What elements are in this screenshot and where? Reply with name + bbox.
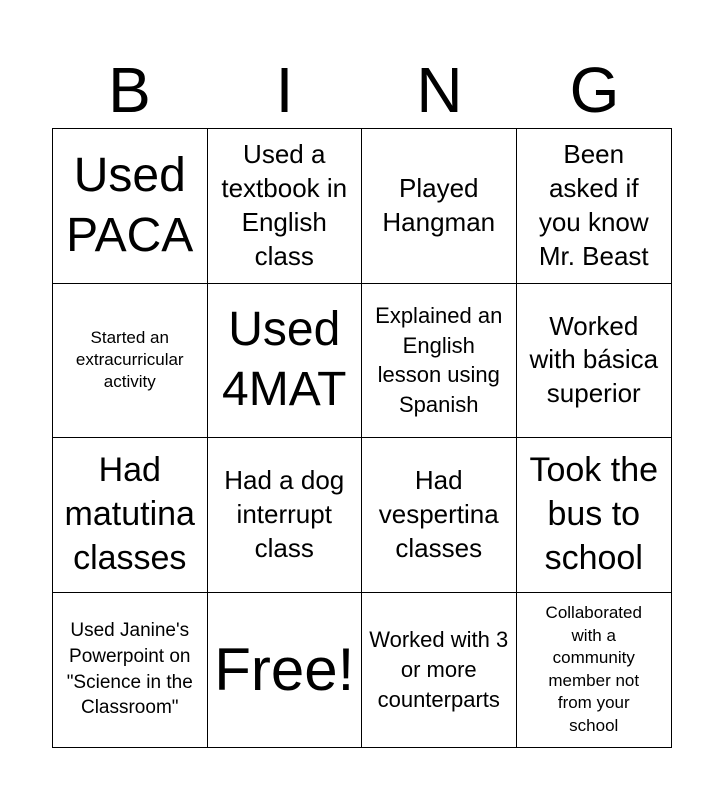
cell-text: Worked with 3 or more counterparts [369, 627, 509, 712]
bingo-cell[interactable] [53, 129, 208, 284]
bingo-cell[interactable] [208, 129, 363, 284]
bingo-cell[interactable] [53, 593, 208, 748]
cell-text: Played Hangman [382, 172, 496, 237]
bingo-cell[interactable] [208, 438, 363, 593]
header-letter-n: N [416, 54, 463, 126]
cell-text: Used Janine's Powerpoint on "Science in the Classroom" [66, 620, 193, 719]
cell-text: Used 4MAT [222, 303, 347, 417]
cell-text: Been asked if you know Mr. Beast [538, 139, 649, 271]
cell-text: Started an extracurricular activity [75, 327, 184, 392]
cell-text: Worked with básica superior [529, 310, 659, 409]
bingo-cell[interactable] [517, 129, 672, 284]
header-letter-g: G [569, 54, 620, 126]
bingo-cell[interactable] [208, 284, 363, 439]
cell-text: Had vespertina classes [378, 465, 499, 563]
bingo-cell[interactable] [362, 438, 517, 593]
cell-text: Took the bus to school [529, 451, 659, 577]
free-space-text: Free! [214, 635, 355, 703]
cell-text: Used a textbook in English class [221, 139, 348, 271]
bingo-cell[interactable] [362, 593, 517, 748]
free-space-cell[interactable] [208, 593, 363, 748]
cell-text: Collaborated with a community member not from your school [545, 603, 642, 735]
bingo-cell[interactable] [362, 284, 517, 439]
bingo-cell[interactable] [53, 438, 208, 593]
cell-text: Had a dog interrupt class [224, 465, 345, 563]
header-letter-i: I [275, 54, 294, 126]
bingo-cell[interactable] [517, 593, 672, 748]
bingo-cell[interactable] [362, 129, 517, 284]
cell-text: Used PACA [66, 148, 194, 262]
bingo-cell[interactable] [517, 438, 672, 593]
bingo-cell[interactable] [53, 284, 208, 439]
cell-text: Explained an English lesson using Spanish [375, 302, 503, 417]
bingo-cell[interactable] [517, 284, 672, 439]
bingo-header [52, 55, 672, 125]
cell-text: Had matutina classes [64, 451, 195, 577]
bingo-grid [52, 128, 672, 748]
header-letter-b: B [108, 54, 151, 126]
